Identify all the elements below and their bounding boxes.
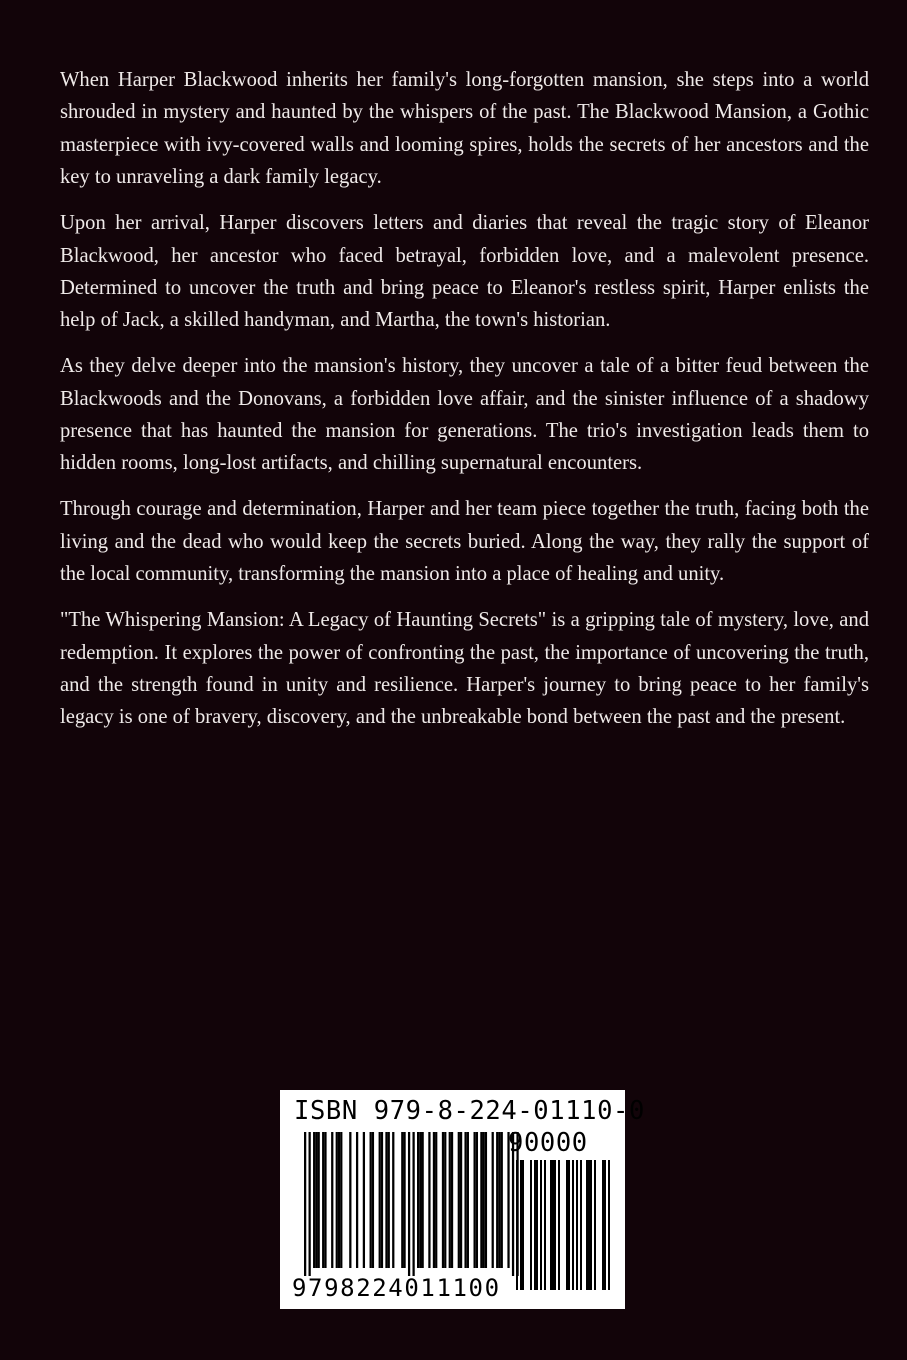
barcode-bar [485, 1132, 487, 1268]
barcode-bar [309, 1132, 311, 1276]
barcode-bar [422, 1132, 424, 1268]
barcode-bar [594, 1160, 596, 1290]
barcode-bar [324, 1132, 326, 1268]
barcode-bar [388, 1132, 390, 1268]
barcode-bar [322, 1132, 324, 1268]
barcode-bar [604, 1160, 606, 1290]
barcode-bar [340, 1132, 342, 1268]
barcode-bar [381, 1132, 383, 1268]
barcode-bar [435, 1132, 437, 1268]
barcode-bar [576, 1160, 578, 1290]
barcode-bar [467, 1132, 469, 1268]
barcode-bar [318, 1132, 320, 1268]
barcode-bar [480, 1132, 482, 1268]
barcode-bar [540, 1160, 542, 1290]
barcode-bar [530, 1160, 532, 1290]
barcode-bar [464, 1132, 466, 1268]
barcode-bar [444, 1132, 446, 1268]
barcode-bar [544, 1160, 546, 1290]
price-code: 90000 [508, 1128, 588, 1158]
barcode-bar [496, 1132, 498, 1268]
barcode-bar [476, 1132, 478, 1268]
back-cover-blurb [60, 64, 869, 747]
barcode-bar [483, 1132, 485, 1268]
barcode-bar [372, 1132, 374, 1268]
barcode-bar [419, 1132, 421, 1268]
barcode-bar [385, 1132, 387, 1268]
barcode-bar [608, 1160, 610, 1290]
blurb-paragraph: Through courage and determination, Harper and her team piece together the truth, facing both the living and the dead who would keep the secrets buried. Along the way, they rally the support of the local community, transforming the mansion into a place of healing and unity. [60, 498, 869, 586]
barcode-bar [403, 1132, 405, 1268]
barcode-bar [356, 1132, 358, 1268]
barcode-bar [550, 1160, 552, 1290]
barcode-bar [522, 1160, 524, 1290]
barcode-bar [336, 1132, 338, 1268]
barcode-bar [566, 1160, 568, 1290]
barcode-bar [580, 1160, 582, 1290]
blurb-paragraph: When Harper Blackwood inherits her family's long-forgotten mansion, she steps into a world shrouded in mystery and haunted by the whispers of the past. The Blackwood Mansion, a Gothic masterpiece with ivy-covered walls and looming spires, holds the secrets of her ancestors and the key to unraveling a dark family legacy. [60, 69, 869, 189]
barcode-bar [498, 1132, 500, 1268]
barcode-bar [408, 1132, 410, 1276]
barcode-bar [442, 1132, 444, 1268]
blurb-paragraph: "The Whispering Mansion: A Legacy of Haunting Secrets" is a gripping tale of mystery, love, and redemption. It explores the power of confronting the past, the importance of uncovering the truth, and the strength found in unity and resilience. Harper's journey to bring peace to her family's legacy is one of bravery, discovery, and the unbreakable bond between the past and the present. [60, 609, 869, 729]
barcode-bar [449, 1132, 451, 1268]
barcode-bar [534, 1160, 536, 1290]
barcode-bar [370, 1132, 372, 1268]
barcode-bar [460, 1132, 462, 1268]
barcode-bar [492, 1132, 494, 1268]
barcode-bar [417, 1132, 419, 1268]
barcode-bar [401, 1132, 403, 1268]
barcode-bar [313, 1132, 315, 1268]
isbn-label: ISBN 979-8-224-01110-0 [294, 1096, 645, 1126]
barcode-bar [590, 1160, 592, 1290]
barcode-bar [572, 1160, 574, 1290]
blurb-paragraph: As they delve deeper into the mansion's history, they uncover a tale of a bitter feud between the Blackwoods and the Donovans, a forbidden love affair, and the sinister influence of a shadowy presence that has haunted the mansion for generations. The trio's investigation leads them to hidden rooms, long-lost artifacts, and chilling supernatural encounters. [60, 355, 869, 475]
barcode-bar [558, 1160, 560, 1290]
barcode-bar [458, 1132, 460, 1268]
barcode-bar [516, 1160, 518, 1290]
ean-digits: 9798224011100 [292, 1274, 501, 1302]
blurb-paragraph: Upon her arrival, Harper discovers letters and diaries that reveal the tragic story of Eleanor Blackwood, her ancestor who faced betrayal, forbidden love, and a malevolent presence. Determined to uncover the truth and bring peace to Eleanor's restless spirit, Harper enlists the help of Jack, a skilled handyman, and Martha, the town's historian. [60, 212, 869, 332]
barcode-bar [428, 1132, 430, 1268]
barcode-bar [501, 1132, 503, 1268]
isbn-barcode-panel [280, 1090, 645, 1309]
barcode-bar [349, 1132, 351, 1268]
barcode-bar [602, 1160, 604, 1290]
barcode-bar [338, 1132, 340, 1268]
barcode-bar [474, 1132, 476, 1268]
barcode-bar [304, 1132, 306, 1276]
barcode-bar [315, 1132, 317, 1268]
barcode-bar [392, 1132, 394, 1268]
barcode-bar [554, 1160, 556, 1290]
barcode-bar [536, 1160, 538, 1290]
barcode-bar [520, 1160, 522, 1290]
barcode-bar [412, 1132, 414, 1276]
barcode-bar [331, 1132, 333, 1268]
barcode-bar [433, 1132, 435, 1268]
barcode-bar [588, 1160, 590, 1290]
barcode-bar [451, 1132, 453, 1268]
barcode-bar [586, 1160, 588, 1290]
barcode-bar [552, 1160, 554, 1290]
barcode-bar [568, 1160, 570, 1290]
barcode-bar [379, 1132, 381, 1268]
barcode-bar [363, 1132, 365, 1268]
